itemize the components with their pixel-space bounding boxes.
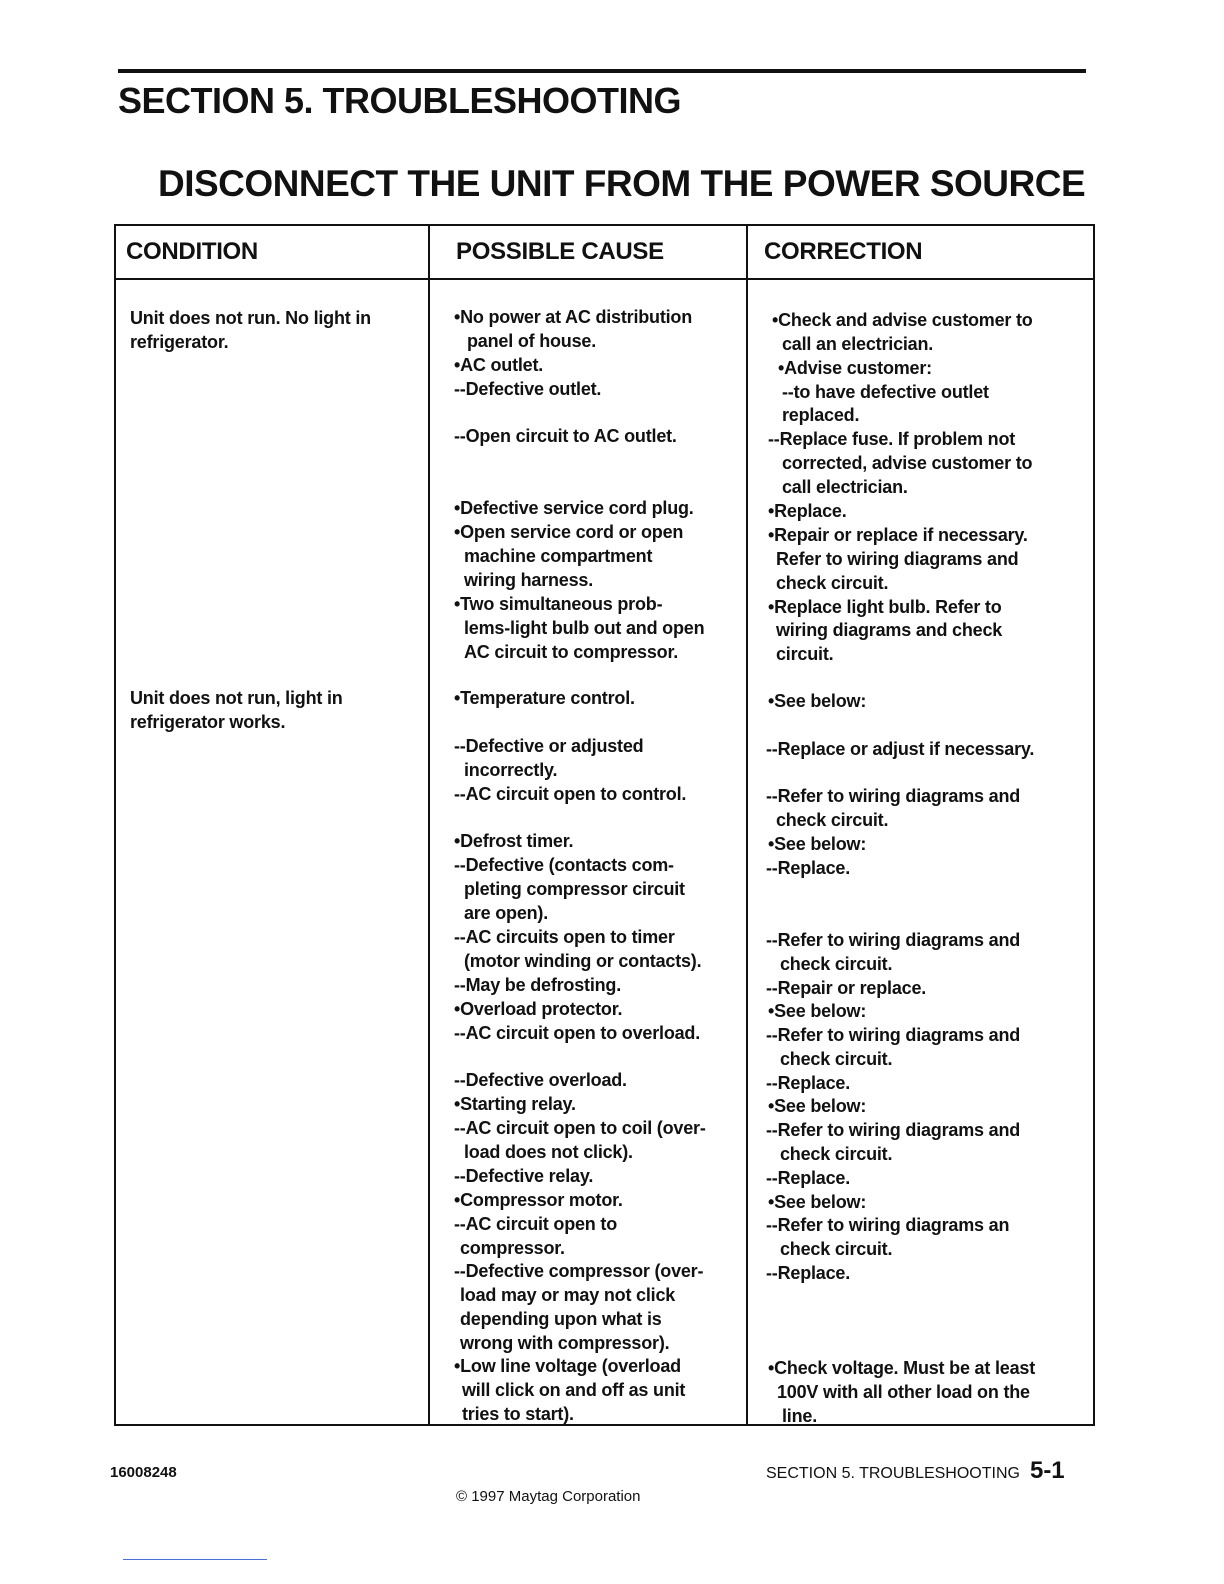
correction-line: --Replace.	[766, 1168, 851, 1188]
cause-line: --AC circuit open to	[454, 1214, 617, 1234]
correction-line: •Repair or replace if necessary.	[768, 525, 1028, 545]
cause-line: •Overload protector.	[454, 999, 623, 1019]
correction-line: --Replace.	[766, 858, 851, 878]
correction-line: --to have defective outlet	[782, 382, 989, 402]
correction-line: check circuit.	[780, 954, 893, 974]
cause-line: --AC circuit open to overload.	[454, 1023, 701, 1043]
correction-line: --Refer to wiring diagrams an	[766, 1215, 1010, 1235]
correction-line: •See below:	[768, 1096, 867, 1116]
cause-line: pleting compressor circuit	[464, 879, 685, 899]
cause-line: --Defective relay.	[454, 1166, 594, 1186]
condition-line: Unit does not run, light in	[130, 688, 343, 708]
cause-line: --Defective outlet.	[454, 379, 602, 399]
correction-line: circuit.	[776, 644, 834, 664]
header-correction: CORRECTION	[764, 238, 923, 265]
cause-line: load may or may not click	[460, 1285, 676, 1305]
cause-line: --AC circuit open to control.	[454, 784, 687, 804]
correction-line: replaced.	[782, 405, 860, 425]
correction-line: --Refer to wiring diagrams and	[766, 786, 1021, 806]
correction-line: •See below:	[768, 1001, 867, 1021]
correction-line: --Refer to wiring diagrams and	[766, 930, 1021, 950]
cause-line: wiring harness.	[464, 570, 594, 590]
cause-line: are open).	[464, 903, 549, 923]
condition-line: Unit does not run. No light in	[130, 308, 371, 328]
cause-line: incorrectly.	[464, 760, 558, 780]
bottom-underline	[123, 1559, 267, 1560]
cause-line: depending upon what is	[460, 1309, 662, 1329]
correction-line: --Repair or replace.	[766, 978, 927, 998]
footer-section-label: SECTION 5. TROUBLESHOOTING	[766, 1465, 1020, 1482]
correction-line: check circuit.	[776, 810, 889, 830]
correction-line: check circuit.	[780, 1049, 893, 1069]
cause-line: machine compartment	[464, 546, 653, 566]
cause-line: --May be defrosting.	[454, 975, 622, 995]
cause-line: wrong with compressor).	[460, 1333, 670, 1353]
correction-line: check circuit.	[780, 1239, 893, 1259]
condition-line: refrigerator works.	[130, 712, 286, 732]
correction-line: call an electrician.	[782, 334, 934, 354]
cause-line: •AC outlet.	[454, 355, 544, 375]
correction-line: 100V with all other load on the	[777, 1382, 1030, 1402]
correction-line: corrected, advise customer to	[782, 453, 1033, 473]
cause-line: •Low line voltage (overload	[454, 1356, 681, 1376]
cause-line: --AC circuit open to coil (over-	[454, 1118, 706, 1138]
cause-line: compressor.	[460, 1238, 565, 1258]
header-divider	[116, 278, 1093, 280]
correction-line: •Check and advise customer to	[772, 310, 1033, 330]
footer-section	[766, 1457, 1065, 1485]
correction-line: check circuit.	[780, 1144, 893, 1164]
correction-line: •Replace.	[768, 501, 847, 521]
correction-line: •See below:	[768, 1192, 867, 1212]
section-title: SECTION 5. TROUBLESHOOTING	[118, 80, 682, 121]
cause-line: --Open circuit to AC outlet.	[454, 426, 677, 446]
correction-line: check circuit.	[776, 573, 889, 593]
correction-line: call electrician.	[782, 477, 908, 497]
correction-line: •Advise customer:	[778, 358, 932, 378]
correction-line: --Replace.	[766, 1073, 851, 1093]
cause-line: (motor winding or contacts).	[464, 951, 702, 971]
cause-line: •Temperature control.	[454, 688, 635, 708]
correction-line: •Replace light bulb. Refer to	[768, 597, 1002, 617]
troubleshooting-table	[114, 224, 1095, 1426]
cause-line: load does not click).	[464, 1142, 633, 1162]
cause-line: tries to start).	[462, 1404, 574, 1424]
correction-line: •See below:	[768, 691, 867, 711]
correction-line: •Check voltage. Must be at least	[768, 1358, 1035, 1378]
disconnect-warning: DISCONNECT THE UNIT FROM THE POWER SOURCE	[158, 163, 1086, 204]
cause-line: panel of house.	[467, 331, 597, 351]
correction-line: •See below:	[768, 834, 867, 854]
correction-line: --Refer to wiring diagrams and	[766, 1025, 1021, 1045]
top-rule	[118, 69, 1086, 73]
correction-line: --Replace or adjust if necessary.	[766, 739, 1035, 759]
correction-line: --Refer to wiring diagrams and	[766, 1120, 1021, 1140]
cause-line: AC circuit to compressor.	[464, 642, 679, 662]
cause-line: •Defective service cord plug.	[454, 498, 694, 518]
header-condition: CONDITION	[126, 238, 258, 265]
cause-line: --Defective or adjusted	[454, 736, 644, 756]
cause-line: •Defrost timer.	[454, 831, 574, 851]
page-number: 5-1	[1029, 1457, 1065, 1484]
cause-line: --Defective overload.	[454, 1070, 627, 1090]
condition-line: refrigerator.	[130, 332, 229, 352]
cause-line: •Open service cord or open	[454, 522, 684, 542]
cause-line: •Starting relay.	[454, 1094, 576, 1114]
cause-line: --AC circuits open to timer	[454, 927, 675, 947]
document-number: 16008248	[110, 1464, 177, 1481]
correction-line: wiring diagrams and check	[776, 620, 1003, 640]
header-possible-cause: POSSIBLE CAUSE	[456, 238, 664, 265]
column-divider	[428, 226, 430, 1424]
cause-line: --Defective (contacts com-	[454, 855, 674, 875]
correction-line: --Replace.	[766, 1263, 851, 1283]
cause-line: --Defective compressor (over-	[454, 1261, 704, 1281]
correction-line: --Replace fuse. If problem not	[768, 429, 1016, 449]
cause-line: will click on and off as unit	[462, 1380, 686, 1400]
cause-line: •No power at AC distribution	[454, 307, 693, 327]
cause-line: lems-light bulb out and open	[464, 618, 705, 638]
correction-line: line.	[782, 1406, 818, 1426]
copyright: © 1997 Maytag Corporation	[456, 1488, 641, 1505]
column-divider	[746, 226, 748, 1424]
cause-line: •Compressor motor.	[454, 1190, 623, 1210]
correction-line: Refer to wiring diagrams and	[776, 549, 1019, 569]
cause-line: •Two simultaneous prob-	[454, 594, 663, 614]
